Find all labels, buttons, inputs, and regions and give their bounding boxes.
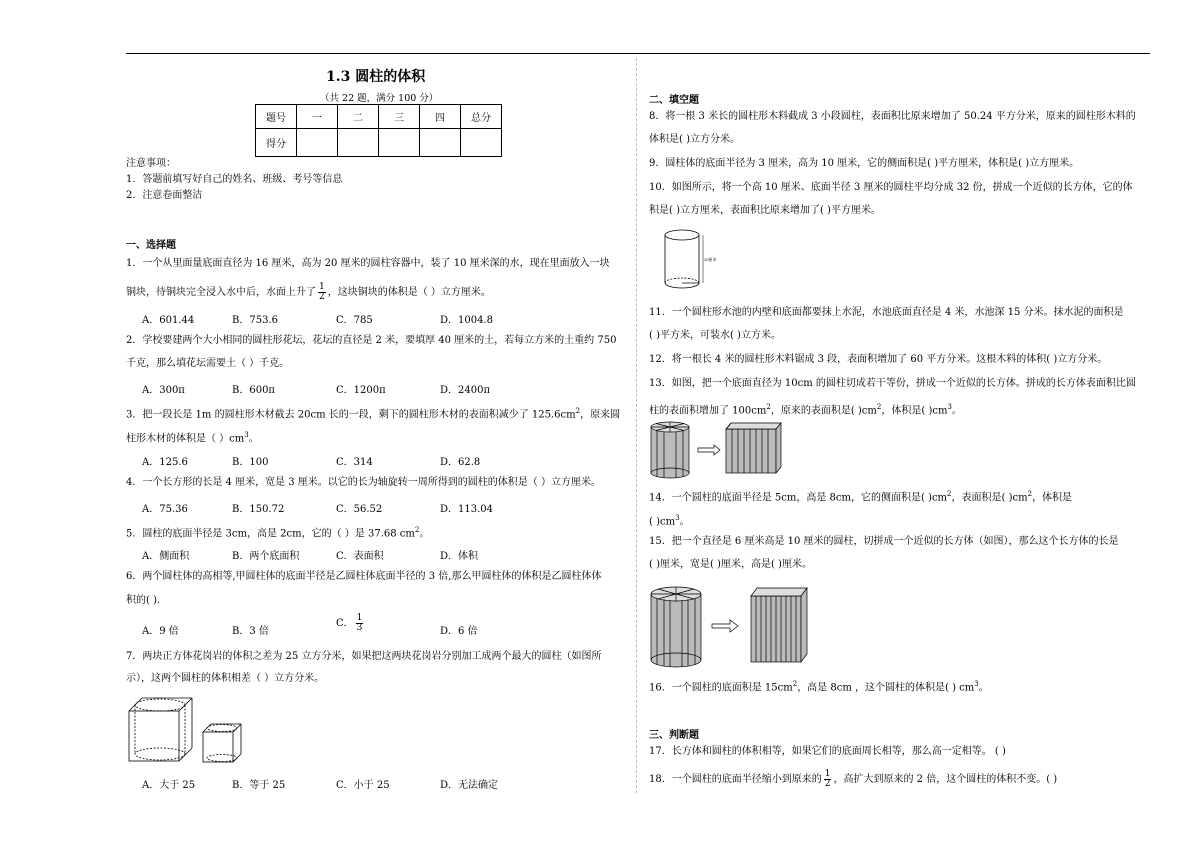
question-10-text-2: 积是( )立方厘米，表面积比原来增加了( )平方厘米。 xyxy=(649,205,881,216)
fraction-denominator: 2 xyxy=(824,779,831,789)
superscript: 2 xyxy=(575,407,581,415)
fraction-numerator: 1 xyxy=(356,613,363,623)
page-subtitle: （共 22 题，满分 100 分） xyxy=(320,93,439,104)
option-a[interactable]: A．侧面积 xyxy=(142,551,190,562)
fraction xyxy=(824,770,832,789)
score-cell[interactable] xyxy=(297,129,338,157)
fraction xyxy=(356,614,364,633)
option-d[interactable]: D．113.04 xyxy=(440,504,494,515)
superscript: 3 xyxy=(974,680,979,688)
header-rule xyxy=(126,53,1150,54)
question-9-text: 9．圆柱体的底面半径为 3 厘米，高为 10 厘米，它的侧面积是( )平方厘米，体积是( )立方厘米。 xyxy=(649,158,1080,169)
question-text: ，体积是 xyxy=(1032,492,1073,504)
question-15-text-2: ( )厘米，宽是( )厘米，高是( )厘米。 xyxy=(649,559,812,570)
question-text: ，这块铜块的体积是（ ）立方厘米。 xyxy=(327,287,491,298)
cylinder-figure xyxy=(660,226,720,292)
question-8-text: 8．将一根 3 米长的圆柱形木料截成 3 小段圆柱，表面积比原来增加了 50.24 平方分米，原来的圆柱形木料的 xyxy=(649,111,1136,122)
question-11-text-2: ( )平方米，可装水( )立方米。 xyxy=(649,330,781,341)
superscript: 2 xyxy=(766,403,771,411)
score-cell[interactable] xyxy=(379,129,420,157)
question-3-text-2 xyxy=(126,428,259,446)
section-title: 二、填空题 xyxy=(649,95,699,106)
notes-title: 注意事项： xyxy=(126,158,176,169)
question-text: 。 xyxy=(679,516,690,528)
question-13-text-2 xyxy=(649,400,962,418)
question-5-text xyxy=(126,523,429,541)
option-b[interactable]: B．100 xyxy=(232,457,269,468)
option-a[interactable]: A．9 倍 xyxy=(142,626,179,637)
fraction xyxy=(318,283,326,302)
question-text: 。 xyxy=(978,682,989,694)
question-14-text xyxy=(649,487,1072,505)
question-text: ，体积是( )cm xyxy=(881,405,948,417)
option-a[interactable]: A．125.6 xyxy=(142,457,188,468)
question-text: ，表面积是( )cm xyxy=(951,492,1028,504)
score-header-cell: 总分 xyxy=(461,105,502,129)
cube-cylinder-figure xyxy=(126,695,251,770)
question-text: ，高扩大到原来的 2 倍，这个圆柱的体积不变。( ) xyxy=(833,774,1058,785)
question-10-text: 10．如图所示，将一个高 10 厘米、底面半径 3 厘米的圆柱平均分成 32 份，拼成一个近似的长方体，它的体 xyxy=(649,182,1133,193)
option-c[interactable]: C．表面积 xyxy=(336,551,384,562)
option-d[interactable]: D．6 倍 xyxy=(440,626,478,637)
question-11-text: 11．一个圆柱形水池的内壁和底面都要抹上水泥，水池底面直径是 4 米，水池深 15 分米。抹水泥的面积是 xyxy=(649,307,1124,318)
question-text: 5．圆柱的底面半径是 3cm，高是 2cm，它的（ ）是 37.68 cm xyxy=(126,528,415,540)
question-18-text xyxy=(649,770,1057,789)
question-text: ，原来的表面积是( )cm xyxy=(770,405,877,417)
score-header-cell: 三 xyxy=(379,105,420,129)
cylinder-to-cuboid-figure xyxy=(648,419,783,479)
question-text: 。 xyxy=(951,405,962,417)
option-a[interactable]: A．大于 25 xyxy=(142,780,196,791)
option-b[interactable]: B．等于 25 xyxy=(232,780,286,791)
question-text: 。 xyxy=(419,528,430,540)
option-c[interactable]: C．785 xyxy=(336,315,373,326)
option-c[interactable]: C．1200π xyxy=(336,385,386,396)
question-2-text-2: 千克，那么填花坛需要土（ ）千克。 xyxy=(126,358,290,369)
score-table-header-row xyxy=(256,105,502,129)
question-7-text: 7．两块正方体花岗岩的体积之差为 25 立方分米，如果把这两块花岗岩分别加工成两个最大的圆柱（如图所 xyxy=(126,651,602,662)
cylinder-to-cuboid-figure-2 xyxy=(648,580,808,670)
question-text: 14．一个圆柱的底面半径是 5cm，高是 8cm，它的侧面积是( )cm xyxy=(649,492,948,504)
fraction-numerator: 1 xyxy=(319,282,325,292)
option-b[interactable]: B．753.6 xyxy=(232,315,278,326)
note-item: 1．答题前填写好自己的姓名、班级、考号等信息 xyxy=(126,174,343,185)
question-4-text: 4．一个长方形的长是 4 厘米，宽是 3 厘米。以它的长为轴旋转一周所得到的圆柱的体积是（ ）立方厘米。 xyxy=(126,477,601,488)
superscript: 2 xyxy=(414,526,420,534)
question-text: 16．一个圆柱的底面积是 15cm xyxy=(649,682,793,694)
option-a[interactable]: A．75.36 xyxy=(142,504,188,515)
score-header-cell: 四 xyxy=(420,105,461,129)
superscript: 3 xyxy=(244,431,249,439)
question-17-text: 17．长方体和圆柱的体积相等，如果它们的底面周长相等，那么高一定相等。 ( ) xyxy=(649,746,1006,757)
page-title: 1.3 圆柱的体积 xyxy=(326,69,426,85)
section-title: 一、选择题 xyxy=(126,240,176,251)
superscript: 2 xyxy=(792,680,798,688)
fraction-denominator: 3 xyxy=(356,623,363,633)
question-text: 柱形木材的体积是（ ）cm xyxy=(126,433,245,445)
question-12-text: 12．将一根长 4 米的圆柱形木料锯成 3 段，表面积增加了 60 平方分米。这根木料的体积( )立方分米。 xyxy=(649,354,1108,365)
option-d[interactable]: D．无法确定 xyxy=(440,780,499,791)
option-d[interactable]: D．2400π xyxy=(440,385,491,396)
score-table xyxy=(255,104,502,157)
question-14-text-2 xyxy=(649,511,690,529)
superscript: 2 xyxy=(1027,490,1033,498)
superscript: 2 xyxy=(947,490,952,498)
score-header-cell: 二 xyxy=(338,105,379,129)
option-d[interactable]: D．1004.8 xyxy=(440,315,494,326)
option-b[interactable]: B．3 倍 xyxy=(232,626,269,637)
option-c[interactable] xyxy=(336,614,365,633)
question-text: 。 xyxy=(248,433,259,445)
option-d[interactable]: D．体积 xyxy=(440,551,479,562)
option-b[interactable]: B．两个底面积 xyxy=(232,551,300,562)
score-cell[interactable] xyxy=(420,129,461,157)
option-a[interactable]: A．300π xyxy=(142,385,185,396)
option-b[interactable]: B．600π xyxy=(232,385,276,396)
question-8-text-2: 体积是( )立方分米。 xyxy=(649,134,740,145)
column-divider xyxy=(636,58,637,793)
question-7-text-2: 示），这两个圆柱的体积相差（ ）立方分米。 xyxy=(126,673,325,684)
option-a[interactable]: A．601.44 xyxy=(142,315,195,326)
question-text: 18．一个圆柱的底面半径缩小到原来的 xyxy=(649,774,822,785)
question-6-text-2: 积的( ). xyxy=(126,595,161,606)
option-c[interactable]: C．56.52 xyxy=(336,504,383,515)
superscript: 3 xyxy=(675,514,680,522)
question-16-text xyxy=(649,677,989,695)
option-label: C． xyxy=(336,618,354,629)
question-2-text: 2．学校要建两个大小相同的圆柱形花坛，花坛的直径是 2 米，要填厚 40 厘米的土，若每立方米的土重约 750 xyxy=(126,335,617,346)
option-c[interactable]: C．小于 25 xyxy=(336,780,390,791)
question-text: 3．把一段长是 1m 的圆柱形木材截去 20cm 长的一段，剩下的圆柱形木材的表面积减少了 125.6cm xyxy=(126,409,576,421)
question-text: ，原来圆 xyxy=(580,409,621,421)
score-header-cell: 一 xyxy=(297,105,338,129)
fraction-numerator: 1 xyxy=(824,769,831,779)
score-table-score-row xyxy=(256,129,502,157)
superscript: 2 xyxy=(876,403,882,411)
question-13-text: 13．如图，把一个底面直径为 10cm 的圆柱切成若干等份，拼成一个近似的长方体。拼成的长方体表面积比圆 xyxy=(649,378,1136,389)
score-cell[interactable] xyxy=(461,129,502,157)
note-item: 2．注意卷面整洁 xyxy=(126,190,203,201)
question-1-text-2 xyxy=(126,283,491,302)
question-1-text: 1．一个从里面量底面直径为 16 厘米，高为 20 厘米的圆柱容器中，装了 10 厘米深的水，现在里面放入一块 xyxy=(126,258,610,269)
score-header-cell: 题号 xyxy=(256,105,297,129)
question-3-text xyxy=(126,404,620,422)
option-b[interactable]: B．150.72 xyxy=(232,504,285,515)
superscript: 3 xyxy=(947,403,952,411)
question-text: 柱的表面积增加了 100cm xyxy=(649,405,767,417)
question-text: ，高是 8cm ，这个圆柱的体积是( ) cm xyxy=(797,682,975,694)
option-c[interactable]: C．314 xyxy=(336,457,373,468)
question-6-text: 6．两个圆柱体的高相等,甲圆柱体的底面半径是乙圆柱体底面半径的 3 倍,那么甲圆柱体的体积是乙圆柱体体 xyxy=(126,571,602,582)
question-15-text: 15．把一个直径是 6 厘米高是 10 厘米的圆柱，切拼成一个近似的长方体（如图），那么这个长方体的长是 xyxy=(649,536,1119,547)
option-d[interactable]: D．62.8 xyxy=(440,457,481,468)
score-row-label: 得分 xyxy=(256,129,297,157)
fraction-denominator: 2 xyxy=(319,292,325,302)
score-cell[interactable] xyxy=(338,129,379,157)
section-title: 三、判断题 xyxy=(649,730,699,741)
question-text: ( )cm xyxy=(649,516,676,528)
height-label: 10厘米 xyxy=(704,257,717,262)
question-text: 铜块，待铜块完全浸入水中后，水面上升了 xyxy=(126,287,316,298)
